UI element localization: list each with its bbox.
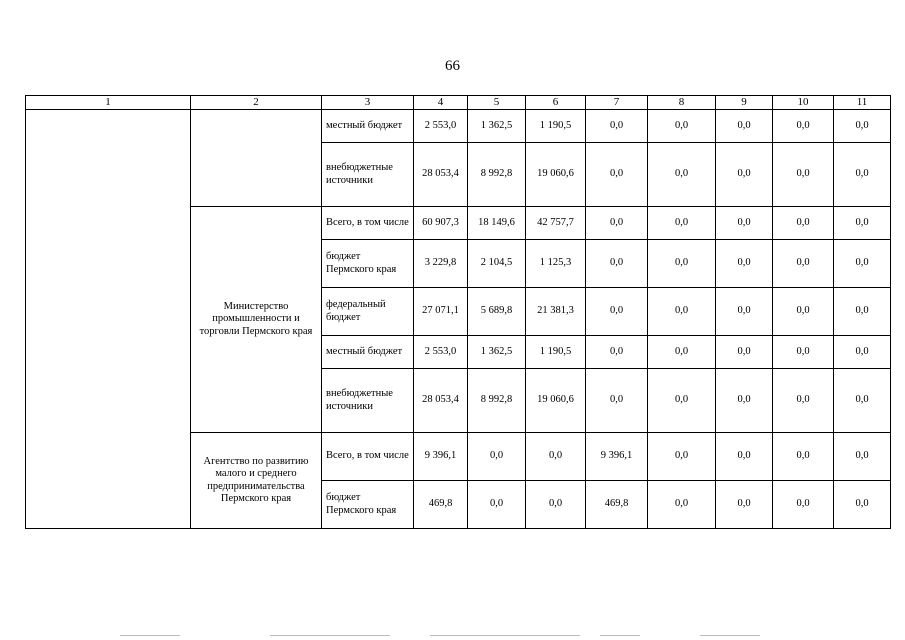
value-cell: 0,0 [834,481,891,529]
value-cell: 28 053,4 [414,369,468,433]
value-cell: 0,0 [586,143,648,207]
source-cell: Всего, в том числе [322,207,414,240]
value-cell: 0,0 [648,369,716,433]
value-cell: 8 992,8 [468,369,526,433]
value-cell: 0,0 [773,143,834,207]
value-cell: 469,8 [414,481,468,529]
value-cell: 0,0 [468,481,526,529]
budget-table [25,95,891,529]
value-cell: 0,0 [773,240,834,288]
value-cell: 0,0 [716,336,773,369]
column-header: 2 [191,96,322,110]
column-header: 7 [586,96,648,110]
value-cell: 0,0 [648,143,716,207]
value-cell: 27 071,1 [414,288,468,336]
value-cell: 28 053,4 [414,143,468,207]
value-cell: 0,0 [716,481,773,529]
value-cell: 19 060,6 [526,143,586,207]
value-cell: 0,0 [773,110,834,143]
source-cell: местный бюджет [322,336,414,369]
value-cell: 0,0 [716,207,773,240]
value-cell: 0,0 [716,288,773,336]
value-cell: 0,0 [526,481,586,529]
source-cell: Всего, в том числе [322,433,414,481]
value-cell: 0,0 [648,336,716,369]
value-cell: 60 907,3 [414,207,468,240]
column-header: 10 [773,96,834,110]
value-cell: 0,0 [648,207,716,240]
value-cell: 0,0 [586,288,648,336]
value-cell: 0,0 [468,433,526,481]
table-row [26,110,891,143]
value-cell: 0,0 [834,240,891,288]
org-cell: Агентство по развитию малого и среднего предпринимательства Пермского края [191,433,322,529]
source-cell: местный бюджет [322,110,414,143]
value-cell: 0,0 [648,110,716,143]
value-cell: 2 553,0 [414,110,468,143]
value-cell: 0,0 [773,288,834,336]
source-cell: внебюджетные источники [322,143,414,207]
value-cell: 0,0 [716,433,773,481]
value-cell: 3 229,8 [414,240,468,288]
value-cell: 18 149,6 [468,207,526,240]
value-cell: 1 190,5 [526,110,586,143]
column-header: 11 [834,96,891,110]
value-cell: 0,0 [648,240,716,288]
scan-artifacts [0,630,905,640]
value-cell: 0,0 [716,143,773,207]
value-cell: 0,0 [586,336,648,369]
value-cell: 21 381,3 [526,288,586,336]
column-header: 8 [648,96,716,110]
value-cell: 0,0 [586,240,648,288]
source-cell: внебюджетные источники [322,369,414,433]
value-cell: 0,0 [834,207,891,240]
value-cell: 0,0 [773,481,834,529]
value-cell: 0,0 [834,369,891,433]
value-cell: 0,0 [586,369,648,433]
column-header: 9 [716,96,773,110]
value-cell: 0,0 [716,369,773,433]
value-cell: 2 553,0 [414,336,468,369]
value-cell: 0,0 [834,110,891,143]
value-cell: 0,0 [716,240,773,288]
value-cell: 0,0 [773,433,834,481]
source-cell: федеральный бюджет [322,288,414,336]
value-cell: 0,0 [773,336,834,369]
value-cell: 0,0 [716,110,773,143]
value-cell: 0,0 [648,481,716,529]
value-cell: 469,8 [586,481,648,529]
value-cell: 9 396,1 [586,433,648,481]
value-cell: 0,0 [773,207,834,240]
value-cell: 0,0 [586,207,648,240]
value-cell: 0,0 [773,369,834,433]
org-cell: Министерство промышленности и торговли Пермского края [191,207,322,433]
value-cell: 0,0 [834,336,891,369]
column-header: 5 [468,96,526,110]
header-row [26,96,891,110]
page-number: 66 [445,58,460,74]
value-cell: 0,0 [586,110,648,143]
value-cell: 42 757,7 [526,207,586,240]
column-header: 3 [322,96,414,110]
value-cell: 0,0 [834,433,891,481]
value-cell: 0,0 [648,433,716,481]
value-cell: 5 689,8 [468,288,526,336]
org-cell [191,110,322,207]
source-cell: бюджет Пермского края [322,481,414,529]
column-header: 1 [26,96,191,110]
column-header: 6 [526,96,586,110]
column-header: 4 [414,96,468,110]
value-cell: 1 362,5 [468,110,526,143]
value-cell: 8 992,8 [468,143,526,207]
value-cell: 1 125,3 [526,240,586,288]
value-cell: 2 104,5 [468,240,526,288]
value-cell: 0,0 [526,433,586,481]
value-cell: 0,0 [834,143,891,207]
empty-cell-col1 [26,110,191,529]
value-cell: 1 362,5 [468,336,526,369]
value-cell: 19 060,6 [526,369,586,433]
value-cell: 0,0 [648,288,716,336]
value-cell: 9 396,1 [414,433,468,481]
value-cell: 1 190,5 [526,336,586,369]
source-cell: бюджет Пермского края [322,240,414,288]
value-cell: 0,0 [834,288,891,336]
